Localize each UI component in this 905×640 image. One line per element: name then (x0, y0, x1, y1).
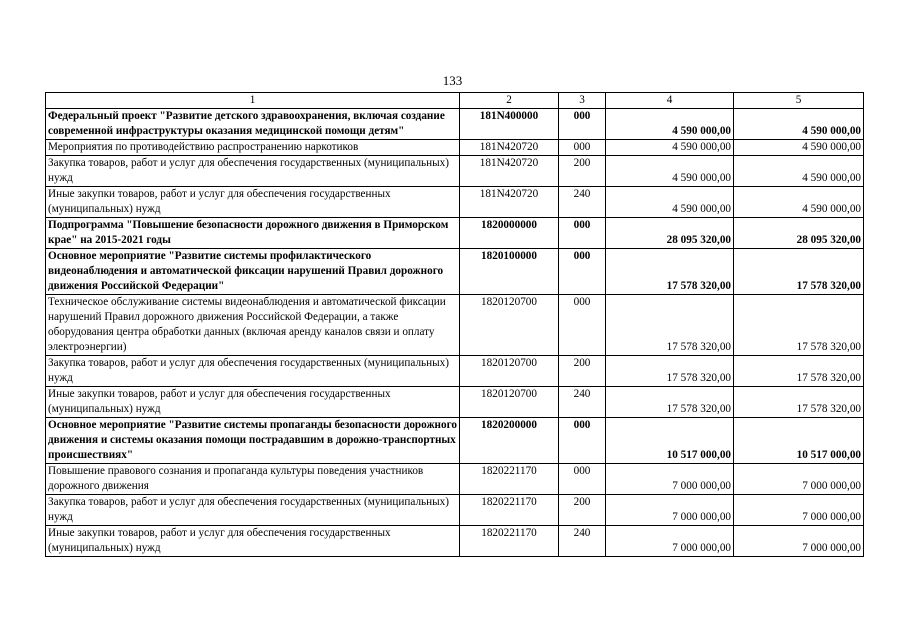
row-value-cell: 4 590 000,00 (734, 140, 864, 156)
row-value-cell: 17 578 320,00 (606, 249, 734, 295)
table-row (46, 495, 864, 526)
row-value-cell: 17 578 320,00 (606, 387, 734, 418)
row-value-cell: 10 517 000,00 (606, 418, 734, 464)
table-row (46, 109, 864, 140)
row-value-cell: 4 590 000,00 (606, 109, 734, 140)
row-code-cell: 1820120700 (460, 356, 559, 387)
row-type-cell: 000 (559, 249, 606, 295)
table-row (46, 387, 864, 418)
row-value-cell: 17 578 320,00 (734, 295, 864, 356)
row-name-cell: Закупка товаров, работ и услуг для обеспечения государственных (муниципальных) нужд (46, 495, 460, 526)
row-name-cell: Повышение правового сознания и пропаганда культуры поведения участников дорожного движения (46, 464, 460, 495)
row-value-cell: 4 590 000,00 (606, 187, 734, 218)
table-row (46, 218, 864, 249)
row-value-cell: 4 590 000,00 (606, 156, 734, 187)
row-value-cell: 28 095 320,00 (734, 218, 864, 249)
row-name-cell: Закупка товаров, работ и услуг для обеспечения государственных (муниципальных) нужд (46, 156, 460, 187)
row-name-cell: Иные закупки товаров, работ и услуг для обеспечения государственных (муниципальных) нужд (46, 387, 460, 418)
row-name-cell: Иные закупки товаров, работ и услуг для обеспечения государственных (муниципальных) нужд (46, 187, 460, 218)
row-type-cell: 240 (559, 526, 606, 557)
row-code-cell: 1820000000 (460, 218, 559, 249)
table-row (46, 464, 864, 495)
row-code-cell: 1820221170 (460, 526, 559, 557)
row-code-cell: 181N420720 (460, 187, 559, 218)
column-header: 2 (460, 93, 559, 109)
row-type-cell: 000 (559, 295, 606, 356)
column-header: 5 (734, 93, 864, 109)
row-value-cell: 7 000 000,00 (606, 464, 734, 495)
row-name-cell: Иные закупки товаров, работ и услуг для обеспечения государственных (муниципальных) нужд (46, 526, 460, 557)
table-row (46, 156, 864, 187)
row-type-cell: 000 (559, 140, 606, 156)
row-code-cell: 1820200000 (460, 418, 559, 464)
table-row (46, 526, 864, 557)
row-code-cell: 1820120700 (460, 295, 559, 356)
row-value-cell: 4 590 000,00 (606, 140, 734, 156)
column-header: 4 (606, 93, 734, 109)
table-row (46, 418, 864, 464)
row-value-cell: 17 578 320,00 (734, 387, 864, 418)
row-type-cell: 200 (559, 156, 606, 187)
row-type-cell: 200 (559, 356, 606, 387)
row-value-cell: 4 590 000,00 (734, 109, 864, 140)
row-name-cell: Подпрограмма "Повышение безопасности дорожного движения в Приморском крае" на 2015-2021 годы (46, 218, 460, 249)
column-header: 1 (46, 93, 460, 109)
table-row (46, 295, 864, 356)
row-code-cell: 181N420720 (460, 140, 559, 156)
row-code-cell: 1820221170 (460, 464, 559, 495)
row-value-cell: 17 578 320,00 (606, 356, 734, 387)
row-value-cell: 17 578 320,00 (606, 295, 734, 356)
row-value-cell: 4 590 000,00 (734, 187, 864, 218)
row-type-cell: 200 (559, 495, 606, 526)
row-value-cell: 28 095 320,00 (606, 218, 734, 249)
row-code-cell: 1820120700 (460, 387, 559, 418)
row-name-cell: Мероприятия по противодействию распространению наркотиков (46, 140, 460, 156)
row-name-cell: Закупка товаров, работ и услуг для обеспечения государственных (муниципальных) нужд (46, 356, 460, 387)
row-value-cell: 7 000 000,00 (606, 495, 734, 526)
row-name-cell: Основное мероприятие "Развитие системы пропаганды безопасности дорожного движения и системы оказания помощи пострадавшим в дорожно-транспортных происшествиях" (46, 418, 460, 464)
row-code-cell: 181N420720 (460, 156, 559, 187)
row-value-cell: 17 578 320,00 (734, 249, 864, 295)
row-value-cell: 4 590 000,00 (734, 156, 864, 187)
row-name-cell: Техническое обслуживание системы видеонаблюдения и автоматической фиксации нарушений Правил дорожного движения Российской Федерации, а также оборудования центра обработки данных (включая аренду каналов связи и оплату электроэнергии) (46, 295, 460, 356)
page-number: 133 (442, 73, 463, 88)
row-value-cell: 7 000 000,00 (734, 526, 864, 557)
budget-table (45, 92, 864, 557)
row-type-cell: 000 (559, 418, 606, 464)
row-value-cell: 17 578 320,00 (734, 356, 864, 387)
row-name-cell: Основное мероприятие "Развитие системы профилактического видеонаблюдения и автоматической фиксации нарушений Правил дорожного движения Российской Федерации" (46, 249, 460, 295)
table-row (46, 187, 864, 218)
row-code-cell: 1820100000 (460, 249, 559, 295)
row-value-cell: 7 000 000,00 (734, 495, 864, 526)
column-header: 3 (559, 93, 606, 109)
row-code-cell: 1820221170 (460, 495, 559, 526)
row-name-cell: Федеральный проект "Развитие детского здравоохранения, включая создание современной инфраструктуры оказания медицинской помощи детям" (46, 109, 460, 140)
row-type-cell: 000 (559, 109, 606, 140)
table-row (46, 356, 864, 387)
row-value-cell: 7 000 000,00 (606, 526, 734, 557)
row-value-cell: 7 000 000,00 (734, 464, 864, 495)
row-type-cell: 000 (559, 218, 606, 249)
header-row (46, 93, 864, 109)
row-type-cell: 240 (559, 387, 606, 418)
table-row (46, 249, 864, 295)
row-code-cell: 181N400000 (460, 109, 559, 140)
row-type-cell: 000 (559, 464, 606, 495)
table-row (46, 140, 864, 156)
row-type-cell: 240 (559, 187, 606, 218)
row-value-cell: 10 517 000,00 (734, 418, 864, 464)
